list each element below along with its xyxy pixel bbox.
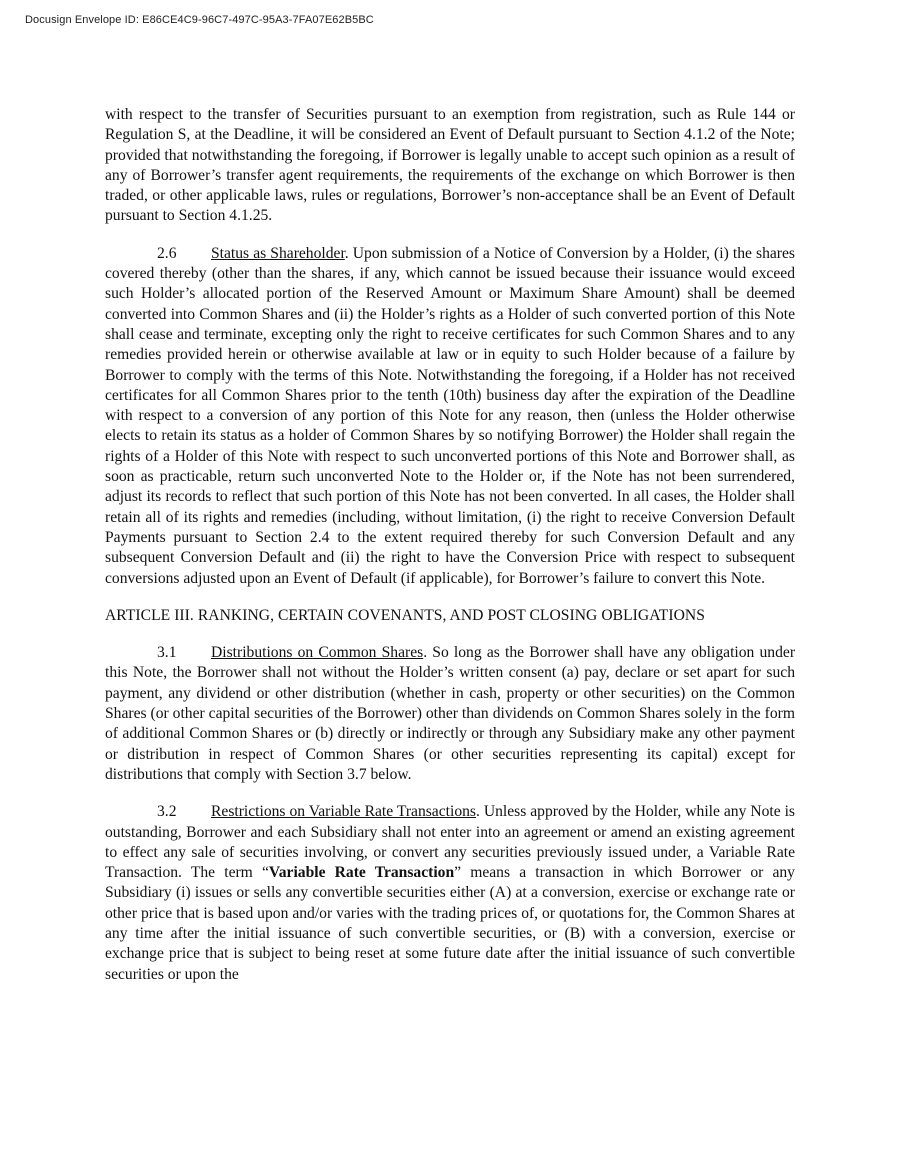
docusign-envelope-id: Docusign Envelope ID: E86CE4C9-96C7-497C-95A3-7FA07E62B5BC [25,14,374,26]
section-2-6 [105,244,795,589]
section-number: 3.1 [157,644,177,662]
defined-term: Variable Rate Transaction [268,864,455,882]
article-heading: ARTICLE III. RANKING, CERTAIN COVENANTS, AND POST CLOSING OBLIGATIONS [105,606,705,624]
section-title: Restrictions on Variable Rate Transactions [211,803,476,821]
section-title: Distributions on Common Shares [211,644,424,662]
section-3-2 [105,802,795,985]
document-body [105,105,795,1002]
section-number: 2.6 [157,244,177,262]
section-body: . So long as the Borrower shall have any obligation under this Note, the Borrower shall not without the Holder’s written consent (a) pay, declare or set apart for such payment, any dividend or other distribution (whether in cash, property or other securities) on the Common Shares (or other capital securities of the Borrower) other than dividends on Common Shares solely in the form of additional Common Shares or (b) directly or indirectly or through any Subsidiary make any other payment or distribution in respect of Common Shares (or other securities representing its capital) except for distributions that comply with Section 3.7 below. [105,644,796,783]
section-number: 3.2 [157,803,177,821]
section-body: . Upon submission of a Notice of Conversion by a Holder, (i) the shares covered thereby (other than the shares, if any, which cannot be issued because their issuance would exceed such Holder’s allocated portion of the Reserved Amount or Maximum Share Amount) shall be deemed converted into Common Shares and (ii) the Holder’s rights as a Holder of such converted portion of this Note shall cease and terminate, excepting only the right to receive certificates for such Common Shares and to any remedies provided herein or otherwise available at law or in equity to such Holder because of a failure by Borrower to comply with the terms of this Note. Notwithstanding the foregoing, if a Holder has not received certificates for all Common Shares prior to the tenth (10th) business day after the expiration of the Deadline with respect to a conversion of any portion of this Note for any reason, then (unless the Holder otherwise elects to retain its status as a holder of Common Shares by so notifying Borrower) the Holder shall regain the rights of a Holder of this Note with respect to such unconverted portions of this Note and Borrower shall, as soon as practicable, return such unconverted Note to the Holder or, if the Note has not been surrendered, adjust its records to reflect that such portion of this Note has not been converted. In all cases, the Holder shall retain all of its rights and remedies (including, without limitation, (i) the right to receive Conversion Default Payments pursuant to Section 2.4 to the extent required thereby for such Conversion Default and any subsequent Conversion Default and (ii) the right to have the Conversion Price with respect to subsequent conversions adjusted upon an Event of Default (if applicable), for Borrower’s failure to convert this Note. [105,244,795,587]
paragraph-text: with respect to the transfer of Securities pursuant to an exemption from registration, such as Rule 144 or Regulation S, at the Deadline, it will be considered an Event of Default pursuant to Section 4.1.2 of the Note; provided that notwithstanding the foregoing, if Borrower is legally unable to accept such opinion as a result of any of Borrower’s transfer agent requirements, the requirements of the exchange on which Borrower is then traded, or other applicable laws, rules or regulations, Borrower’s non-acceptance shall be an Event of Default pursuant to Section 4.1.25. [105,106,795,225]
section-3-1 [105,643,795,785]
section-body: . Unless approved by the Holder, while any Note is outstanding, Borrower and each Subsidiary shall not enter into an agreement or amend an existing agreement to effect any sale of securities involving, or convert any securities previously issued under, a Variable Rate Transaction. The term “ [105,803,795,882]
section-title: Status as Shareholder [211,244,345,262]
paragraph-continuation [105,105,795,227]
section-body-continued: ” means a transaction in which Borrower or any Subsidiary (i) issues or sells any convertible securities either (A) at a conversion, exercise or exchange rate or other price that is based upon and/or varies with the trading prices of, or quotations for, the Common Shares at any time after the initial issuance of such convertible securities, or (B) with a conversion, exercise or exchange price that is subject to being reset at some future date after the initial issuance of such convertible securities or upon the [105,864,795,983]
